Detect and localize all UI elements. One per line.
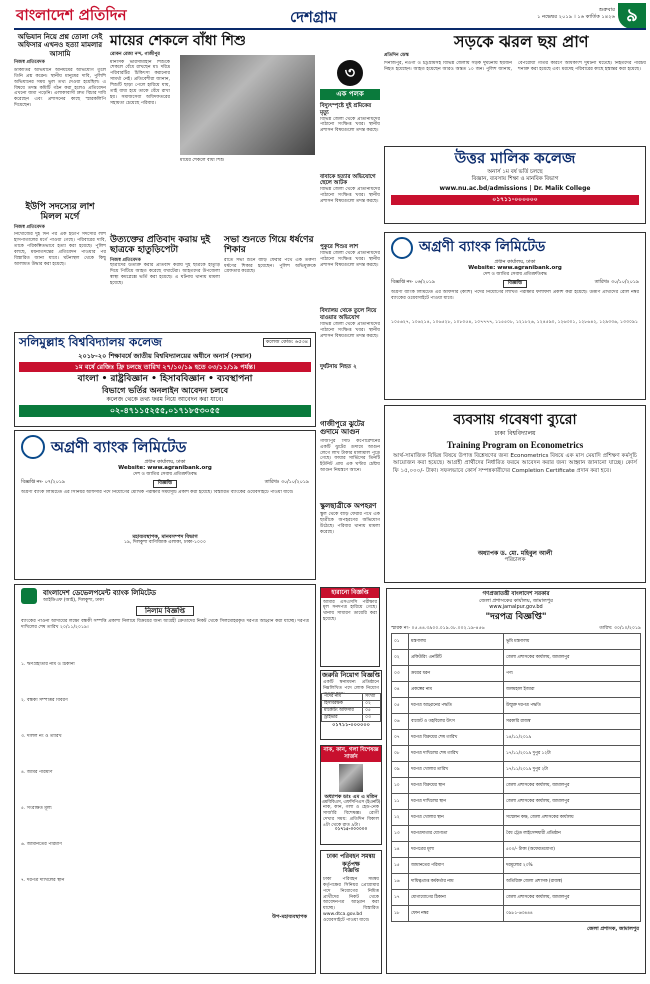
table-row <box>392 874 641 890</box>
tender-cell: যোগাযোগের ঠিকানা <box>409 890 504 906</box>
tender-cell: ০৩ <box>392 666 409 682</box>
bdbl-notice-title: নিলাম বিজ্ঞপ্তি <box>136 606 194 616</box>
story1-byline: নিজস্ব প্রতিবেদক <box>14 60 45 66</box>
bank-ad-2-address: ১৯, দিলকুশা বাণিজ্যিক এলাকা, ঢাকা-১০০০ <box>124 540 206 546</box>
tender-cell: দরপত্রের মূল্য <box>409 842 504 858</box>
left-column <box>14 33 106 333</box>
glance-item-5: দুর্ঘটনায় নিহত ২ <box>320 363 357 370</box>
tender-cell: ১২ <box>392 810 409 826</box>
table-row <box>392 810 641 826</box>
dhaka-uni-ad <box>384 405 646 583</box>
bdbl-row-3: ৩. দলিল নং ও তারিখ <box>21 733 62 739</box>
issue-date-text: ১ নভেম্বর ২০১৯ । ১৬ কার্তিক ১৪২৬ <box>537 13 615 20</box>
tender-web[interactable]: www.jamalpur.gov.bd <box>489 604 543 611</box>
bdbl-row-7: ৭. দরপত্র দাখিলের স্থান <box>21 877 65 883</box>
lost-notice-title: হারানো বিজ্ঞপ্তি <box>321 588 379 598</box>
story-students <box>110 235 220 330</box>
bank-ad-1-body: অগ্রণী ব্যাংক লিমিটেড এর অফিসার (ক্যাশ) পদের নিয়োগের লিখিত পরীক্ষার ফলাফল প্রকাশ করা হয়েছে। উত্তীর্ণ প্রার্থীদের রোল নম্বর ব্যাংকের ওয়েবসাইটে পাওয়া যাবে। <box>391 289 639 301</box>
bank-ad-1 <box>384 232 646 400</box>
glance-number: ৩ <box>337 60 363 86</box>
tender-date: তারিখ: ৩০/১০/২০১৯ <box>599 625 641 631</box>
bdbl-row-2: ২. বন্ধকী সম্পত্তির বিবরণ <box>21 697 68 703</box>
college-ad: উত্তর মালিক কলেজ অনার্স ১ম বর্ষ ভর্তি চলছে বিজ্ঞান, ব্যবসায় শিক্ষা ও মানবিক বিভাগ www.nu.ac.bd/admissions | Dr. Malik College ০১৭১১-০০০০০০ <box>384 146 646 224</box>
table-row <box>392 794 641 810</box>
table-row <box>392 890 641 906</box>
dhaka-uni-body: আর্থ-সামাজিক বিভিন্ন বিষয়ে উপাত্ত বিশ্লেষণের জন্য Econometrics বিষয়ে এক মাস মেয়াদি প্রশিক্ষণ কর্মসূচি আয়োজন করা হয়েছে। আগ্রহী প্রার্থীদের নির্ধারিত ফরমে আবেদন করার জন্য আহ্বান জানানো যাচ্ছে। কোর্স ফি ১৫,০০০/- টাকা। সফলভাবে কোর্স সম্পন্নকারীদের Completion Certificate প্রদান করা হবে। <box>393 452 637 474</box>
tender-cell: ৫০০/- টাকা (অফেরতযোগ্য) <box>504 842 641 858</box>
tender-cell: ০৭ <box>392 730 409 746</box>
tender-cell: জেলা প্রশাসকের কার্যালয়, জামালপুর <box>504 778 641 794</box>
lost-notice-body: আমার এসএসসি পরীক্ষার মূল সনদপত্র হারিয়ে গেছে। থানায় সাধারণ ডায়েরি করা হয়েছে। <box>323 599 377 623</box>
tender-cell: ০৯ <box>392 762 409 778</box>
bank-ad-2-signature: মহাব্যবস্থাপক, মানবসম্পদ বিভাগ <box>132 533 198 540</box>
story-roads <box>384 32 646 142</box>
issue-date <box>505 7 615 27</box>
tender-cell: ১৭/১১/২০১৯ দুপুর ১২টা <box>504 746 641 762</box>
university-ad-title: সলিমুল্লাহ বিশ্ববিদ্যালয় কলেজ <box>19 335 162 349</box>
tender-cell: প্রকিউরিং এনটিটি <box>409 650 504 666</box>
tender-cell: ১৫ <box>392 858 409 874</box>
bank-logo-icon <box>21 435 45 459</box>
job-col-1: সংখ্যা <box>363 694 381 701</box>
tender-cell: উন্মুক্ত দরপত্র পদ্ধতি <box>504 698 641 714</box>
story-night-body: রাতে সভা শুনে বাড়ি ফেরার পথে এক তরুণী ধর্ষণের শিকার হয়েছেন। পুলিশ অভিযুক্তকে গ্রেফতার করেছে। <box>224 257 316 275</box>
bank-ad-2-name: অগ্রণী ব্যাংক লিমিটেড <box>51 437 187 456</box>
bank-ad-2-web[interactable]: Website: www.agranibank.org <box>118 465 212 472</box>
glance-item-4: বিদ্যালয় থেকে তুলে নিয়ে যাওয়ার অভিযোগ <box>320 308 377 321</box>
tender-ref: স্মারক নং- ০৫.৪৪.৩৯০০.০১৯.০৮.০০২.১৯-৪৫৬ <box>391 625 485 631</box>
header-rule <box>14 28 646 30</box>
story-students-byline: নিজস্ব প্রতিবেদক <box>110 257 141 263</box>
college-ad-title: উত্তর মালিক কলেজ <box>454 149 576 167</box>
tender-cell: প্রকল্পের নাম <box>409 682 504 698</box>
story-girl-title: স্কুলছাত্রীকে অপহরণ <box>320 501 377 510</box>
tender-cell: দরপত্রদাতার যোগ্যতা <box>409 826 504 842</box>
table-row <box>322 715 381 722</box>
bdbl-org: বাংলাদেশ ডেভেলপমেন্ট ব্যাংক লিমিটেড <box>43 588 157 597</box>
issue-day: শুক্রবার <box>598 7 615 13</box>
story-girl-body: স্কুল থেকে বাড়ি ফেরার পথে এক ছাত্রীকে অপহরণের অভিযোগ উঠেছে। পরিবার থানায় মামলা করেছে। <box>320 512 380 535</box>
tender-header1: গণপ্রজাতন্ত্রী বাংলাদেশ সরকার <box>482 591 550 597</box>
story-gazipur <box>320 420 380 580</box>
table-row <box>392 906 641 922</box>
page-number: ৯ <box>618 3 646 29</box>
bdbl-row-5: ৫. সংরক্ষিত মূল্য <box>21 805 52 811</box>
college-ad-line2: বিজ্ঞান, ব্যবসায় শিক্ষা ও মানবিক বিভাগ <box>471 175 559 182</box>
bdbl-logo-icon <box>21 588 37 604</box>
section-title: দেশগ্রাম <box>290 8 337 26</box>
table-row <box>392 682 641 698</box>
dhaka-uni-title: ব্যবসায় গবেষণা ব্যুরো <box>453 412 577 428</box>
story-night <box>224 235 316 330</box>
tender-cell: ০৮ <box>392 746 409 762</box>
bdbl-row-6: ৬. জামানতের পরিমাণ <box>21 841 62 847</box>
tender-cell: দরমূল্যের ২০% <box>504 858 641 874</box>
bank-ad-2-body: অগ্রণী ব্যাংক লিমিটেড এর সিনিয়র অফিসার পদে নিয়োগের মৌখিক পরীক্ষার সময়সূচি প্রকাশ করা হয়েছে। বিস্তারিত ব্যাংকের ওয়েবসাইটে পাওয়া যাবে। <box>21 489 294 495</box>
university-ad-line1: ২০১৮-২০ শিক্ষাবর্ষে জাতীয় বিশ্ববিদ্যালয়ের অধীনে অনার্স (সম্মান) <box>78 352 252 360</box>
tender-title: "দরপত্র বিজ্ঞপ্তি" <box>485 612 547 623</box>
glance-column <box>320 60 380 420</box>
bank-ad-1-date: তারিখঃ ৩০/১০/২০১৯ <box>594 279 639 285</box>
job-cell: মার্কেটিং অফিসার <box>322 708 363 715</box>
doctor-photo <box>339 764 363 792</box>
bank-ad-2-date: তারিখঃ ৩০/১০/২০১৯ <box>264 479 309 485</box>
bdbl-row-4: ৪. জমির পরিমাণ <box>21 769 53 775</box>
job-cell: হিসাবরক্ষক <box>322 701 363 708</box>
bank-ad-1-name: অগ্রণী ব্যাংক লিমিটেড <box>419 239 546 256</box>
story1-title: অভিযান নিয়ে প্রশ্ন তোলা সেই অফিসার এখনও হত্যা মামলার আসামি <box>17 33 103 58</box>
story-gazipur-body: গাজীপুর সিটি কর্পোরেশনের একটি ঝুটের গুদামে আগুন লেগে লাখ টাকার মালামাল পুড়ে গেছে। ফায়ার সার্ভিসের তিনটি ইউনিট প্রায় এক ঘণ্টার চেষ্টায় আগুন নিয়ন্ত্রণে আনে। <box>320 438 380 474</box>
job-ad <box>320 670 382 740</box>
table-row <box>392 666 641 682</box>
doctor-name: অধ্যাপক ডাঃ এম এ মতিন <box>324 793 378 800</box>
tender-cell: মন্ত্রণালয় <box>409 634 504 650</box>
bank-ad-2 <box>14 430 316 580</box>
job-col-0: পদের নাম <box>322 694 363 701</box>
university-ad-code: কলেজ কোড: ৬৫৩৪ <box>263 338 311 346</box>
bdbl-body: ব্যাংকের পাওনা আদায়ের লক্ষ্যে বন্ধকী সম্পত্তি প্রকাশ্য নিলামে বিক্রয়ের জন্য আগ্রহী ক্রেতাদের নিকট থেকে সিলমোহরকৃত দরপত্র আহ্বান করা যাচ্ছে। দরপত্র দাখিলের শেষ তারিখ ২০/১১/২০১৯। <box>21 618 309 630</box>
glance-body-4: বিভিন্ন জেলা থেকে প্রতিনিধিদের পাঠানো সংক্ষিপ্ত খবর। স্থানীয় প্রশাসন বিষয়গুলো তদন্ত করছে। <box>320 321 380 339</box>
table-row <box>392 858 641 874</box>
table-row <box>392 698 641 714</box>
tender-cell: দরপত্র আহ্বানের পদ্ধতি <box>409 698 504 714</box>
story-roads-title: সড়কে ঝরল ছয় প্রাণ <box>454 32 589 51</box>
glance-label: এক পলক <box>320 89 380 100</box>
tender-cell: ১০ <box>392 778 409 794</box>
tender-cell: ১৮ <box>392 906 409 922</box>
glance-item-1: বিদ্যুৎস্পৃষ্টে দুই শ্রমিকের মৃত্যু <box>320 102 372 116</box>
tender-cell: দরপত্র দাখিলের শেষ তারিখ <box>409 746 504 762</box>
tender-cell: ১৬ <box>392 874 409 890</box>
tender-cell: দরপত্র খোলার তারিখ <box>409 762 504 778</box>
doctor-degree: এমবিবিএস, এফসিপিএস (ইএনটি) <box>321 800 381 805</box>
tender-cell: বাজেট ও তহবিলের উৎস <box>409 714 504 730</box>
tender-cell: অতিরিক্ত জেলা প্রশাসক (রাজস্ব) <box>504 874 641 890</box>
tender-cell: জামানতের পরিমাণ <box>409 858 504 874</box>
tender-cell: ০১ <box>392 634 409 650</box>
table-row <box>392 634 641 650</box>
story-students-title: উত্যক্তের প্রতিবাদ করায় দুই ছাত্রকে হাতুড়িপেটা <box>110 235 211 256</box>
job-cell: ০৫ <box>363 708 381 715</box>
story2-title: ইউপি সদস্যের লাশ মিলল মর্গে <box>25 201 95 223</box>
bank-ad-1-notice: বিজ্ঞপ্তি <box>503 280 527 288</box>
tender-cell: সরকারি রাজস্ব <box>504 714 641 730</box>
university-ad-line3: বিভাগে ভর্তির অনলাইন আবেদন চলবে <box>101 385 229 395</box>
transport-body: ঢাকা পরিবহন সমন্বয় কর্তৃপক্ষের সিনিয়র প্রোগ্রামার পদে নিয়োগের নিমিত্ত প্রার্থীদের নিকট থেকে আবেদনপত্র আহ্বান করা যাচ্ছে। বিস্তারিত www.dtca.gov.bd ওয়েবসাইটে পাওয়া যাবে। <box>323 876 379 923</box>
tender-cell: জেলা প্রশাসকের কার্যালয়, জামালপুর <box>504 890 641 906</box>
lost-notice <box>320 587 380 667</box>
tender-notice <box>386 588 646 974</box>
bank-ad-1-ref: বিজ্ঞপ্তি নং- ০৬/২০১৯ <box>391 279 435 285</box>
tender-cell: ১১ <box>392 794 409 810</box>
bdbl-auction-ad <box>14 584 316 974</box>
table-row <box>392 730 641 746</box>
bdbl-sub: আইডিএফ (আই), দিলকুশা, ঢাকা <box>43 597 104 603</box>
dhaka-uni-program: Training Program on Econometrics <box>446 439 584 450</box>
story-mother-photo <box>180 55 315 155</box>
tender-cell: দরপত্র বিক্রয়ের স্থান <box>409 778 504 794</box>
story-roads-body: দিনাজপুর, নওগাঁ ও চট্টগ্রামসহ বিভিন্ন জেলায় সড়ক দুর্ঘটনায় ছয়জন নিহত হয়েছেন। আহত হয়েছেন আরও অন্তত ১০ জন। পুলিশ জানায়, বেপরোয়া গতির কারণে অধিকাংশ দুর্ঘটনা ঘটেছে। নিহতদের পরিচয় শনাক্ত করা হয়েছে এবং মরদেহ পরিবারের কাছে হস্তান্তর করা হয়েছে। <box>384 60 646 72</box>
table-row <box>392 746 641 762</box>
transport-title: ঢাকা পরিবহন সমন্বয় কর্তৃপক্ষ <box>326 853 376 868</box>
tender-cell: জলমহাল ইজারা <box>504 682 641 698</box>
transport-ad <box>320 850 382 974</box>
tender-cell: ফোন নম্বর <box>409 906 504 922</box>
tender-cell: ১৪ <box>392 842 409 858</box>
story-mother-byline: রোকন রেজা নন্দ, গাজীপুর <box>110 51 160 57</box>
tender-cell: ০৯৮১-৬৩৪৪৪ <box>504 906 641 922</box>
table-row <box>392 762 641 778</box>
university-ad <box>14 332 316 427</box>
dhaka-uni-subtitle: ঢাকা বিশ্ববিদ্যালয় <box>494 430 536 437</box>
tender-cell: ভূমি মন্ত্রণালয় <box>504 634 641 650</box>
bank-ad-1-tagline: দেশ ও জাতির সেবায় প্রতিশ্রুতিবদ্ধ <box>483 272 547 278</box>
tender-cell: ১৭ <box>392 890 409 906</box>
college-ad-web[interactable]: www.nu.ac.bd/admissions <box>439 184 528 192</box>
university-ad-line4: কলেজ থেকে তথ্য ফরম নিয়ে আবেদন করা যাবে। <box>106 395 224 403</box>
bdbl-signature: উপ-মহাব্যবস্থাপক <box>272 913 307 920</box>
table-row <box>322 708 381 715</box>
story-gazipur-title: গাজীপুরে ঝুটের গুদামে আগুন <box>320 420 365 437</box>
masthead-logo: বাংলাদেশ প্রতিদিন <box>16 6 127 24</box>
college-ad-line1: অনার্স ১ম বর্ষ ভর্তি চলছে <box>487 169 543 175</box>
tender-cell: পণ্য <box>504 666 641 682</box>
glance-body-2: বিভিন্ন জেলা থেকে প্রতিনিধিদের পাঠানো সংক্ষিপ্ত খবর। স্থানীয় প্রশাসন বিষয়গুলো তদন্ত করছে। <box>320 187 380 204</box>
story-mother-title: মায়ের শেকলে বাঁধা শিশু <box>110 33 246 49</box>
story-roads-byline: প্রতিদিন ডেস্ক <box>384 53 409 59</box>
story-mother-body: মানসিক ভারসাম্যহীন শিশুকে শেকলে বেঁধে রাখছেন মা। দরিদ্র পরিবারটির চিকিৎসা করানোর সামর্থ্য নেই। প্রতিবেশীরা জানান, শিশুটি ছাড়া পেলে হারিয়ে যায়, তাই বাধ্য হয়ে তাকে বেঁধে রাখা হয়। সমাজসেবা অধিদফতরের সহায়তা চেয়েছে পরিবার। <box>110 59 170 106</box>
tender-signature: জেলা প্রশাসক, জামালপুর <box>586 926 639 933</box>
glance-body: বিভিন্ন জেলা থেকে প্রতিনিধিদের পাঠানো সংক্ষিপ্ত খবর। স্থানীয় প্রশাসন বিষয়গুলো তদন্ত করছে। <box>320 116 380 134</box>
university-ad-phone: ০২-৪৭১১৫২৫৫,০১৭১৮৫৩০৫৫ <box>19 405 311 417</box>
glance-body-3: বিভিন্ন জেলা থেকে প্রতিনিধিদের পাঠানো সংক্ষিপ্ত খবর। স্থানীয় প্রশাসন বিষয়গুলো তদন্ত করছে। <box>320 251 380 268</box>
story1-body: ডাকাতির অভিযানে অনিয়মের অভিযোগ তুলে তিনি প্রশ্ন করেন। স্থানীয় মানুষের দাবি, পুলিশি অভিযানের সময় ভুল তথ্য দেওয়া হয়েছিল। এ বিষয়ে তদন্ত কমিটি গঠন করা হলেও প্রতিবেদন এখনো জমা পড়েনি। এলাকাবাসী দ্রুত বিচার দাবি করেছেন এবং প্রশাসনের কাছে স্মারকলিপি দিয়েছেন। <box>14 67 106 109</box>
tender-cell: দায়িত্বপ্রাপ্ত কর্মকর্তার নাম <box>409 874 504 890</box>
college-ad-phone: ০১৭১১-০০০০০০ <box>391 195 639 205</box>
story-night-title: সভা শুনতে গিয়ে ধর্ষণের শিকার <box>224 235 314 256</box>
job-cell: ০২ <box>363 701 381 708</box>
tender-cell: ০৫ <box>392 698 409 714</box>
tender-cell: জেলা প্রশাসকের কার্যালয়, জামালপুর <box>504 794 641 810</box>
table-row <box>392 778 641 794</box>
table-row <box>392 650 641 666</box>
job-cell: ০৩ <box>363 715 381 722</box>
bank-ad-1-office: প্রধান কার্যালয়, ঢাকা <box>494 259 536 265</box>
job-ad-table <box>321 693 381 722</box>
bank-ad-2-notice: বিজ্ঞপ্তি <box>153 480 177 488</box>
table-row <box>322 694 381 701</box>
dhaka-uni-role: পরিচালক <box>504 557 526 564</box>
tender-table-body <box>392 634 641 922</box>
doctor-phone: ০১৭১৫-০০০০০০ <box>334 827 368 833</box>
tender-cell: ০২ <box>392 650 409 666</box>
dhaka-uni-contact: অধ্যাপক ড. মো. মহিবুল আলী <box>477 549 553 557</box>
tender-cell: ক্রয়ের ধরন <box>409 666 504 682</box>
tender-cell: দরপত্র বিক্রয়ের শেষ তারিখ <box>409 730 504 746</box>
bank-ad-1-web[interactable]: Website: www.agranibank.org <box>468 265 562 272</box>
transport-notice: বিজ্ঞপ্তি <box>343 868 359 874</box>
table-row <box>392 826 641 842</box>
university-ad-subjects: বাংলা • রাষ্ট্রবিজ্ঞান • হিসাববিজ্ঞান • ব্যবস্থাপনা <box>77 374 253 385</box>
glance-item-2: বাবাকে হত্যার অভিযোগে ছেলে আটক <box>320 173 376 187</box>
tender-cell: বৈধ ট্রেড লাইসেন্সধারী প্রতিষ্ঠান <box>504 826 641 842</box>
glance-item-3: পুকুরে শিশুর লাশ <box>320 244 359 251</box>
tender-cell: দরপত্র দাখিলের স্থান <box>409 794 504 810</box>
story-mother-caption: মায়ের শেকলে বাঁধা শিশু <box>180 158 225 163</box>
bdbl-row-1: ১. ঋণগ্রহীতার নাম ও ঠিকানা <box>21 661 75 667</box>
table-row <box>322 701 381 708</box>
story-students-body: ছাত্রীদের উত্যক্ত করার প্রতিবাদ করায় দুই ছাত্রকে হাতুড়ি দিয়ে পিটিয়ে আহত করেছে বখাটেরা। আহতদের উপজেলা স্বাস্থ্য কমপ্লেক্সে ভর্তি করা হয়েছে। এ ঘটনায় থানায় মামলা হয়েছে। <box>110 263 220 287</box>
story2-byline: নিজস্ব প্রতিবেদক <box>14 224 45 230</box>
tender-cell: জেলা প্রশাসকের কার্যালয়, জামালপুর <box>504 650 641 666</box>
bank-logo-icon <box>391 237 413 259</box>
tender-table <box>391 633 641 922</box>
doctor-body: নাক, কান, গলা ও হেড-নেক সার্জারি বিশেষজ্ঞ। রোগী দেখার সময়: প্রতিদিন বিকাল ৪টা থেকে রাত ৯টা। <box>323 805 379 828</box>
job-ad-phone: ০১৭১১-০০০০০০ <box>332 722 370 729</box>
bank-ad-2-office: প্রধান কার্যালয়, ঢাকা <box>144 459 186 465</box>
tender-cell: ১৪/১১/২০১৯ <box>504 730 641 746</box>
tender-cell: ১৭/১১/২০১৯ দুপুর ২টা <box>504 762 641 778</box>
tender-cell: ০৬ <box>392 714 409 730</box>
job-cell: ড্রাইভার <box>322 715 363 722</box>
table-row <box>392 842 641 858</box>
table-row <box>392 714 641 730</box>
college-ad-email: Dr. Malik College <box>533 184 591 192</box>
tender-cell: সম্মেলন কক্ষ, জেলা প্রশাসকের কার্যালয় <box>504 810 641 826</box>
job-ad-body: একটি স্বনামধন্য প্রতিষ্ঠানে নিম্নলিখিত পদে লোক নিয়োগ <box>323 680 379 691</box>
job-ad-title: জরুরি নিয়োগ বিজ্ঞপ্তি <box>322 671 380 679</box>
doctor-ad <box>320 745 382 845</box>
story2-body: নিখোঁজের দুই দিন পর এক ইউপি সদস্যের লাশ হাসপাতালের মর্গে পাওয়া গেছে। পরিবারের দাবি, তাকে পরিকল্পিতভাবে হত্যা করা হয়েছে। পুলিশ বলছে, ময়নাতদন্তের প্রতিবেদন পাওয়ার পর বিস্তারিত জানা যাবে। ঘটনাস্থল থেকে কিছু আলামত উদ্ধার করা হয়েছে। <box>14 232 106 267</box>
bank-ad-2-tagline: দেশ ও জাতির সেবায় প্রতিশ্রুতিবদ্ধ <box>133 472 197 478</box>
bank-ad-1-rolls: ১০৫৬২৭, ১০৬২১৪, ১০৬৫২৮, ১০৮০৫৪, ১০৭৭৭৭, ১১৫৫০৮, ১২১৮২৬, ১২৪৫৯০, ১২৬৩০১, ১২৮৬৪২, ১২৯৩৩৬, ১৩৩০৯১ <box>391 319 638 325</box>
tender-cell: ১৩ <box>392 826 409 842</box>
tender-header2: জেলা প্রশাসকের কার্যালয়, জামালপুর <box>479 597 553 604</box>
tender-cell: দরপত্র খোলার স্থান <box>409 810 504 826</box>
tender-cell: ০৪ <box>392 682 409 698</box>
doctor-ad-title: নাক, কান, গলা বিশেষজ্ঞ সার্জন <box>321 746 381 762</box>
university-ad-line2: ১ম বর্ষে রেজিঃ ফ্রি চলছে তারিখ ২৭/১০/১৯ হতে ০৩/১১/১৯ পর্যন্ত। <box>19 362 311 372</box>
bank-ad-2-ref: বিজ্ঞপ্তি নং- ০৭/২০১৯ <box>21 479 65 485</box>
